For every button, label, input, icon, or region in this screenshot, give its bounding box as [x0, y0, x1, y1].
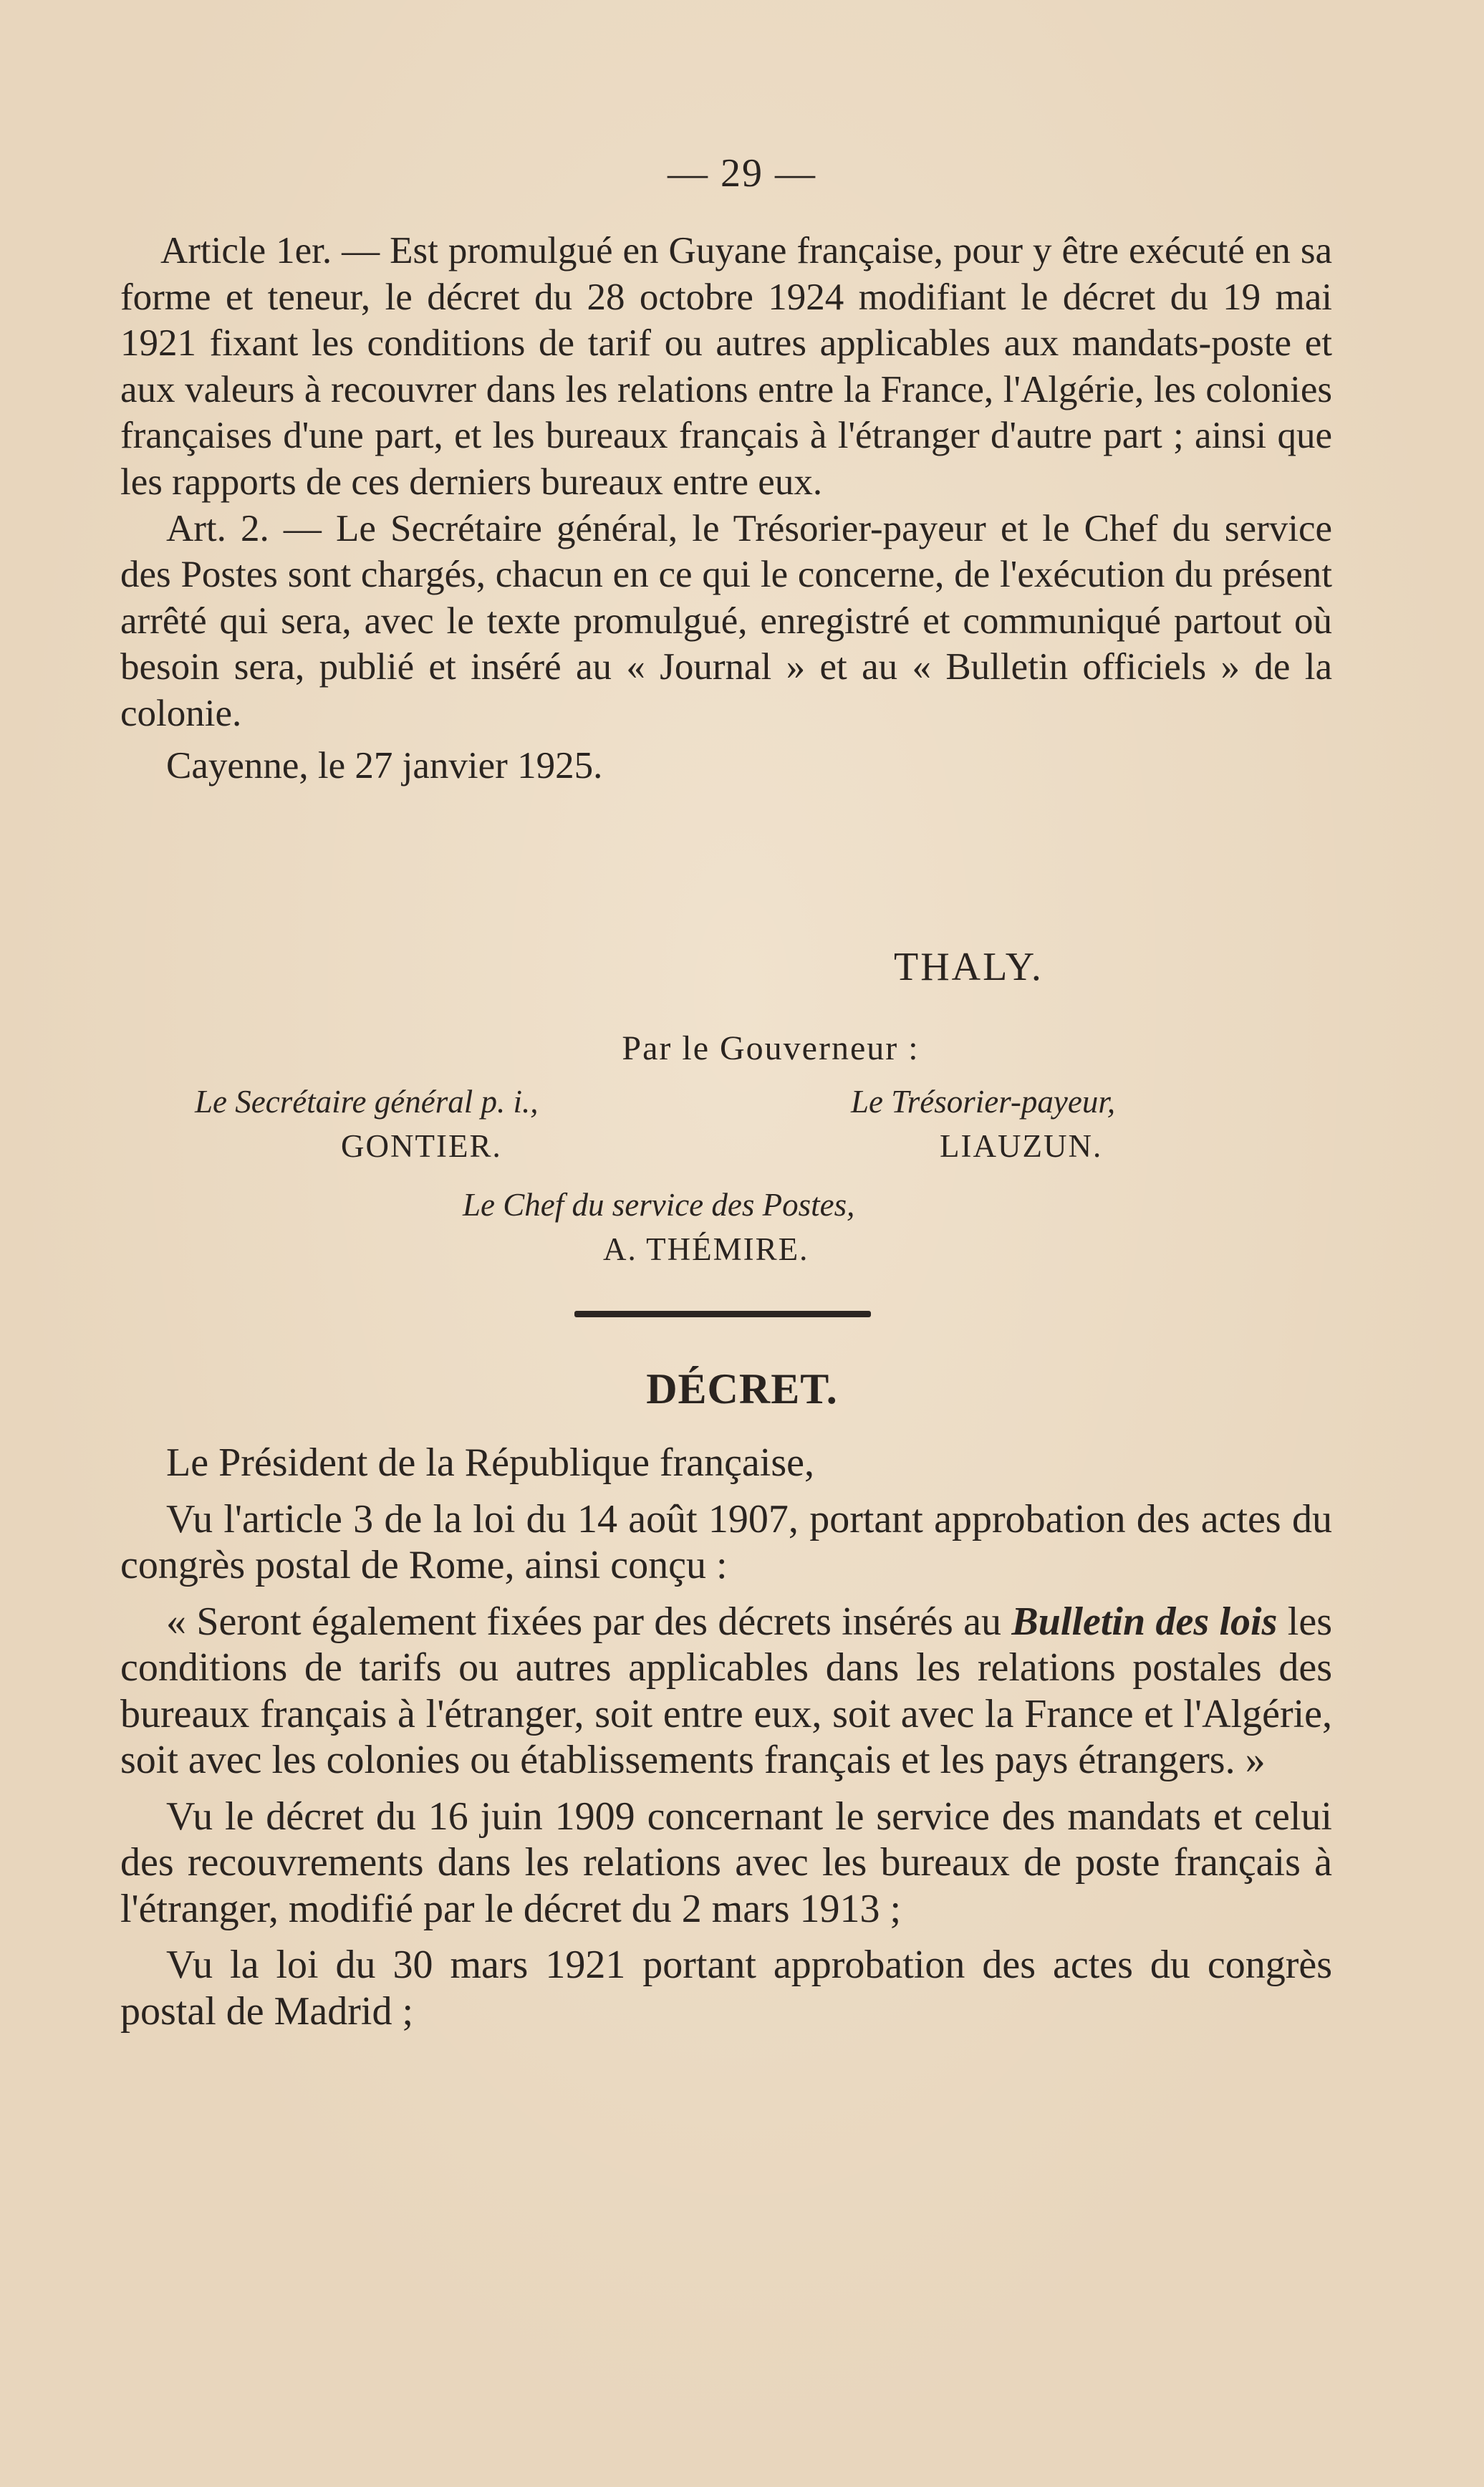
separator-rule — [574, 1311, 871, 1317]
postes-title: Le Chef du service des Postes, — [463, 1187, 855, 1223]
vu-loi-1921: Vu la loi du 30 mars 1921 portant approbation des actes du congrès postal de Madrid ; — [120, 1943, 1332, 2034]
bulletin-des-lois: Bulletin des lois — [1011, 1599, 1278, 1644]
secretaire-title: Le Secrétaire général p. i., — [195, 1084, 539, 1120]
vu-article-3: Vu l'article 3 de la loi du 14 août 1907, portant approbation des actes du congrès postal de Rome, ainsi conçu : — [120, 1496, 1332, 1587]
postes-name: A. THÉMIRE. — [603, 1231, 809, 1267]
secretaire-name: GONTIER. — [341, 1128, 502, 1164]
vu-decret-1909: Vu le décret du 16 juin 1909 concernant le service des mandats et celui des recouvrements dans les relations avec les bureaux de poste français à l'étranger, modifié par le décret du 2 mars 1913 ; — [120, 1794, 1332, 1931]
tresorier-title: Le Trésorier-payeur, — [851, 1084, 1116, 1120]
president-line: Le Président de la République française, — [166, 1440, 814, 1485]
date-line: Cayenne, le 27 janvier 1925. — [166, 744, 603, 786]
arrete-articles — [120, 228, 1332, 789]
quote-end: les conditions de tarifs ou autres applicables dans les relations postales des bureaux français à l'étranger, soit entre eux, soit avec la France et l'Algérie, soit avec les colonies ou établissements français et les pays étrangers. » — [120, 1599, 1332, 1782]
tresorier-name: LIAUZUN. — [940, 1128, 1103, 1164]
par-le-gouverneur: Par le Gouverneur : — [622, 1029, 920, 1067]
decret-title: DÉCRET. — [646, 1365, 838, 1413]
article-1: Article 1er. — Est promulgué en Guyane française, pour y être exécuté en sa forme et teneur, le décret du 28 octobre 1924 modifiant le décret du 19 mai 1921 fixant les conditions de tarif ou autres applicables aux mandats-poste et aux valeurs à recouvrer dans les relations entre la France, l'Algérie, les colonies françaises d'une part, et les bureaux français à l'étranger d'autre part ; ainsi que les rapports de ces derniers bureaux entre eux. — [120, 230, 1332, 503]
quote-start: « Seront également fixées par des décrets insérés au — [166, 1599, 1012, 1644]
decret-body — [120, 1440, 1332, 2034]
article-2: Art. 2. — Le Secrétaire général, le Trésorier-payeur et le Chef du service des Postes sont chargés, chacun en ce qui le concerne, de l'exécution du présent arrêté qui sera, avec le texte promulgué, enregistré et communiqué partout où besoin sera, publié et inséré au « Journal » et au « Bulletin officiels » de la colonie. — [120, 507, 1332, 734]
page-number: — 29 — — [668, 151, 816, 196]
signature-thaly: THALY. — [894, 945, 1044, 989]
quoted-provision — [120, 1599, 1332, 1784]
